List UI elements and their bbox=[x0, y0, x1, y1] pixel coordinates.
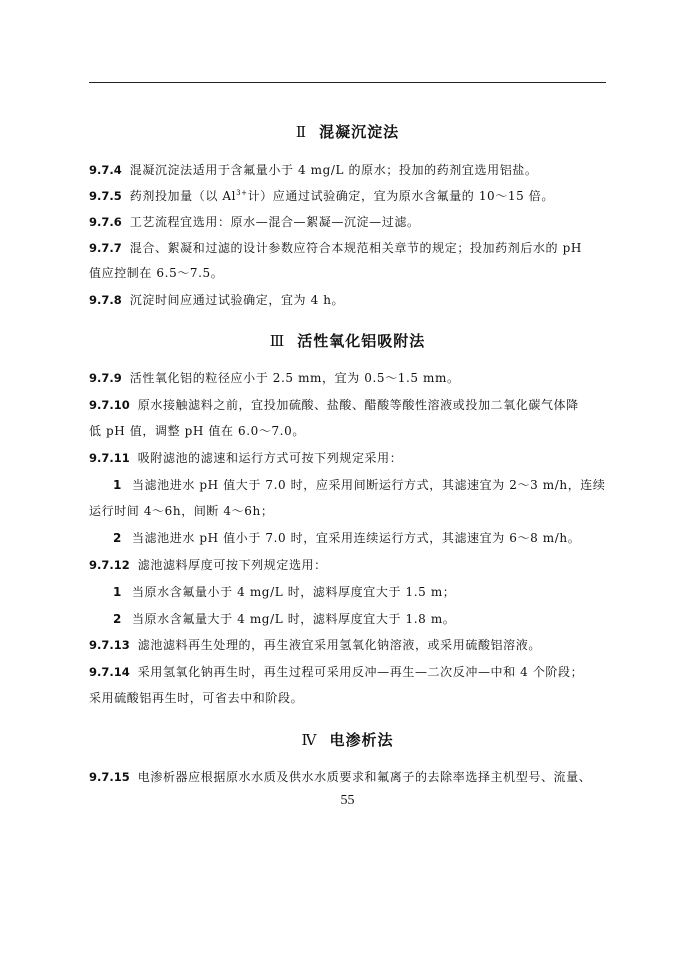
section-heading-3: Ⅲ 活性氧化铝吸附法 bbox=[269, 332, 426, 350]
clause-9-7-10-cont: 低 pH 值，调整 pH 值在 6.0～7.0。 bbox=[89, 424, 305, 438]
clause-9-7-4: 9.7.4 混凝沉淀法适用于含氟量小于 4 mg/L 的原水；投加的药剂宜选用铝盐。 bbox=[89, 163, 538, 177]
clause-9-7-14: 9.7.14 采用氢氧化钠再生时，再生过程可采用反冲—再生—二次反冲—中和 4 个阶段； bbox=[89, 665, 584, 679]
clause-9-7-6: 9.7.6 工艺流程宜选用：原水—混合—絮凝—沉淀—过滤。 bbox=[89, 215, 420, 229]
clause-9-7-12-item-2: 2 当原水含氟量大于 4 mg/L 时，滤料厚度宜大于 1.8 m。 bbox=[113, 612, 456, 626]
clause-9-7-11: 9.7.11 吸附滤池的滤速和运行方式可按下列规定采用： bbox=[89, 451, 403, 465]
clause-9-7-7: 9.7.7 混合、絮凝和过滤的设计参数应符合本规范相关章节的规定；投加药剂后水的 pH bbox=[89, 241, 582, 255]
clause-9-7-7-cont: 值应控制在 6.5～7.5。 bbox=[89, 266, 224, 280]
page-number: 55 bbox=[340, 793, 355, 808]
clause-9-7-10: 9.7.10 原水接触滤料之前，宜投加硫酸、盐酸、醋酸等酸性溶液或投加二氧化碳气体降 bbox=[89, 398, 579, 412]
clause-9-7-14-cont: 采用硫酸铝再生时，可省去中和阶段。 bbox=[89, 691, 304, 705]
clause-9-7-12-item-1: 1 当原水含氟量小于 4 mg/L 时，滤料厚度宜大于 1.5 m； bbox=[113, 585, 456, 599]
header-rule bbox=[89, 82, 606, 83]
clause-9-7-9: 9.7.9 活性氧化铝的粒径应小于 2.5 mm，宜为 0.5～1.5 mm。 bbox=[89, 371, 460, 385]
section-heading-4: Ⅳ 电渗析法 bbox=[301, 731, 394, 749]
clause-9-7-8: 9.7.8 沉淀时间应通过试验确定，宜为 4 h。 bbox=[89, 293, 345, 307]
clause-9-7-11-item-1-cont: 运行时间 4～6h，间断 4～6h； bbox=[89, 504, 274, 518]
clause-9-7-13: 9.7.13 滤池滤料再生处理的，再生液宜采用氢氧化钠溶液，或采用硫酸铝溶液。 bbox=[89, 638, 541, 652]
clause-9-7-11-item-1: 1 当滤池进水 pH 值大于 7.0 时，应采用间断运行方式，其滤速宜为 2～3 m/h，连续 bbox=[113, 478, 606, 492]
clause-9-7-12: 9.7.12 滤池滤料厚度可按下列规定选用： bbox=[89, 558, 327, 572]
clause-9-7-15: 9.7.15 电渗析器应根据原水水质及供水水质要求和氟离子的去除率选择主机型号、流量、 bbox=[89, 770, 592, 784]
section-heading-2: Ⅱ 混凝沉淀法 bbox=[295, 123, 400, 141]
clause-9-7-5: 9.7.5 药剂投加量（以 $Al^{3+}$计）应通过试验确定，宜为原水含氟量的 10～15 倍。 bbox=[89, 189, 554, 203]
clause-9-7-11-item-2: 2 当滤池进水 pH 值小于 7.0 时，宜采用连续运行方式，其滤速宜为 6～8 m/h。 bbox=[113, 531, 581, 545]
